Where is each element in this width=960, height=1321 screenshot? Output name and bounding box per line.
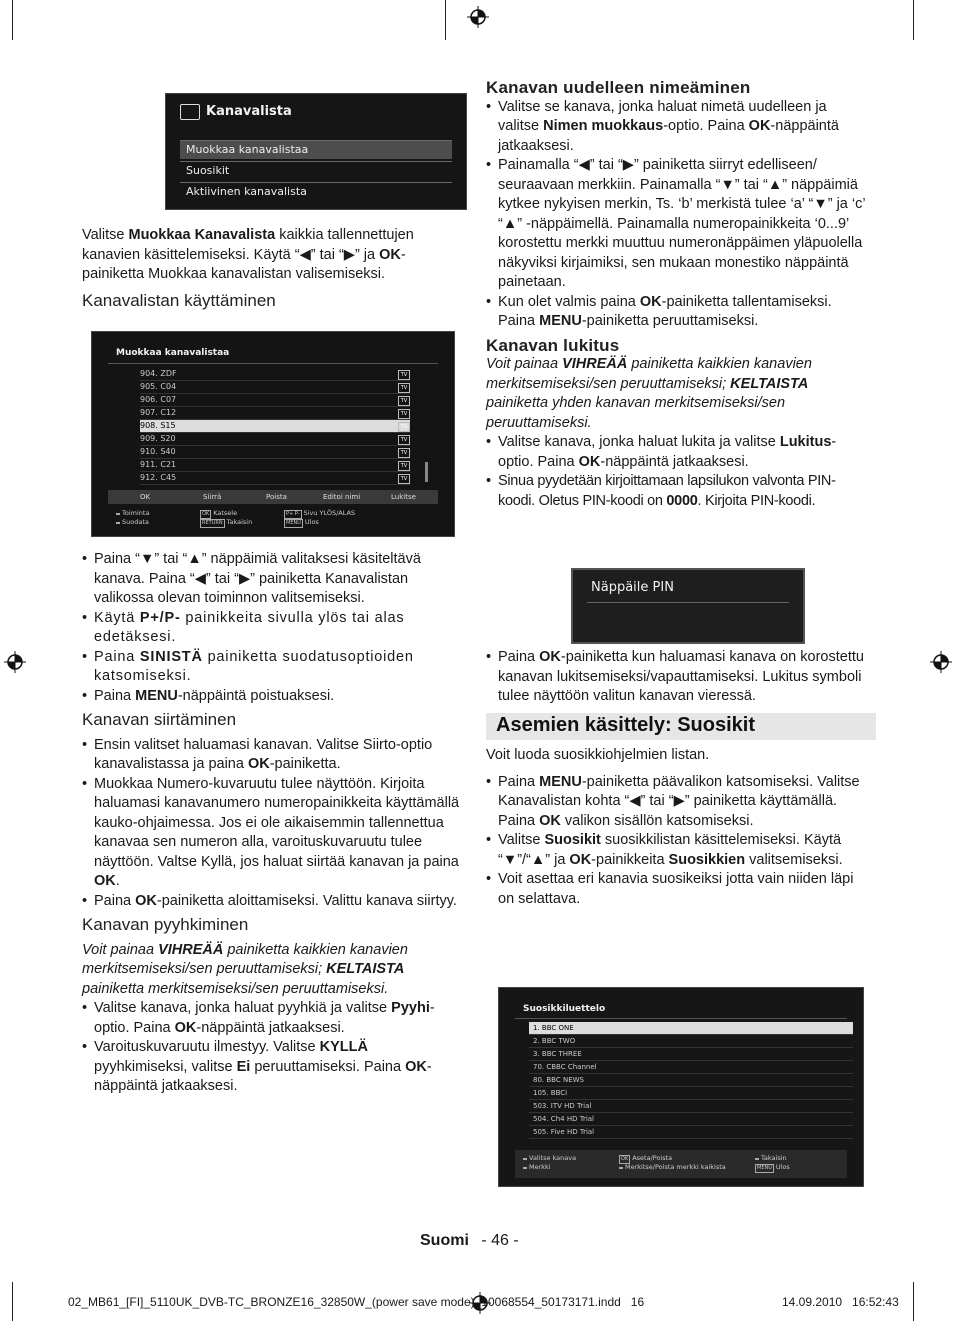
heading-channel-lock: Kanavan lukitus	[486, 335, 620, 355]
bullet-delete-select: • Valitse kanava, jonka haluat pyyhkiä ja valitse Pyyhi-optio. Paina OK-näppäintä jatkaaksesi.	[82, 999, 464, 1038]
crop-mark-bottom-right	[913, 1282, 914, 1321]
bullet-rename-keys: • Painamalla “◀” tai “▶” painiketta siirryt edelliseen/ seuraavaan merkkiin. Painamalla “▼” tai “▲” näppäimiä kytkee nykyisen merkin, Ts. ‘b’ merkistä tulee ‘a’ “▼” ja ‘c’ “▲” -näppäimellä. Painamalla numeropainikkeita ‘0...9’ korostettu merkki muuttuu numeronäppäimen yläpuolella näkyviksi kirjaimiksi, sen mukaan monestiko näppäintä painetaan.	[486, 156, 868, 293]
tv-badge: TV	[398, 370, 410, 380]
screen-divider	[108, 363, 438, 364]
tv-badge: TV	[398, 396, 410, 406]
footer-file-name: 02_MB61_[FI]_5110UK_DVB-TC_BRONZE16_32850W_(power save mode)_10068554_50173171.indd 16	[68, 1295, 645, 1309]
bullet-menu-exit: • Paina MENU-näppäintä poistuaksesi.	[82, 687, 464, 707]
bullet-fav-select: • Valitse Suosikit suosikkilistan käsittelemiseksi. Käytä “▼”/“▲” ja OK-painikkeita Suosikkien valitsemiseksi.	[486, 831, 868, 870]
action-tabs	[108, 490, 438, 504]
pin-title-underline	[587, 602, 789, 603]
channel-row: 912. C45	[140, 472, 410, 485]
page-number: - 46 -	[481, 1232, 519, 1249]
tv-badge: TV	[398, 422, 410, 432]
heading-using-channel-list: Kanavalistan käyttäminen	[82, 290, 276, 310]
bullet-move-select: • Ensin valitset haluamasi kanavan. Valitse Siirto-optio kanavalistassa ja paina OK-painiketta.	[82, 736, 464, 775]
favourite-row: 70. CBBC Channel	[529, 1061, 853, 1074]
crop-mark-top-middle	[445, 0, 446, 40]
screen-title: Suosikkiluettelo	[523, 1004, 606, 1014]
tab-move: Siirrä	[203, 493, 222, 501]
heading-favourites: Asemien käsittely: Suosikit	[496, 713, 755, 736]
favourite-row: 105. BBCi	[529, 1087, 853, 1100]
screen-title: Muokkaa kanavalistaa	[116, 348, 230, 358]
screen-divider	[515, 1018, 847, 1019]
intro-paragraph: Valitse Muokkaa Kanavalista kaikkia tallennettujen kanavien käsittelemiseksi. Käytä “◀” tai “▶” ja OK-painiketta Muokkaa kanavalistan valisemiseksi.	[82, 227, 414, 282]
favourite-row: 504. Ch4 HD Trial	[529, 1113, 853, 1126]
crop-mark-top-right	[913, 0, 914, 40]
channel-row: 906. C07	[140, 394, 410, 407]
favourites-intro: Voit luoda suosikkiohjelmien listan.	[486, 747, 710, 763]
bullet-lock-confirm: • Paina OK-painiketta kun haluamasi kanava on korostettu kanavan lukitsemiseksi/vapauttamiseksi. Lukitus symboli tulee näyttöön valitun kanavan vieressä.	[486, 648, 868, 707]
bullet-rename-save: • Kun olet valmis paina OK-painiketta tallentamiseksi. Paina MENU-painiketta peruuttamiseksi.	[486, 293, 868, 332]
legend-filter: Suodata	[116, 518, 149, 527]
registration-mark-icon	[930, 651, 952, 673]
channel-row: 910. S40	[140, 446, 410, 459]
tv-badge: TV	[398, 409, 410, 419]
bullet-rename-select: • Valitse se kanava, jonka haluat nimetä uudelleen ja valitse Nimen muokkaus-optio. Paina OK-näppäintä jatkaaksesi.	[486, 98, 868, 157]
tab-delete: Poista	[266, 493, 287, 501]
legend-page: P+ P- Sivu YLÖS/ALAS	[286, 509, 356, 517]
lock-intro: Voit painaa VIHREÄÄ painiketta kaikkien kanavien merkitsemiseksi/sen peruuttamiseksi; KELTAISTA painiketta yhden kanavan merkitsemiseksi/sen peruuttamiseksi.	[486, 356, 812, 431]
registration-mark-icon	[4, 651, 26, 673]
bullet-lock-pin: • Sinua pyydetään kirjoittamaan lapsilukon valvonta PIN-koodi. Oletus PIN-koodi on 0000. Kirjoita PIN-koodi.	[486, 472, 868, 511]
favourite-row: 503. ITV HD Trial	[529, 1100, 853, 1113]
tv-badge: TV	[398, 474, 410, 484]
bullet-select-channel: • Paina “▼” tai “▲” näppäimiä valitaksesi käsiteltävä kanava. Paina “◀” tai “▶” painiketta Kanavalistan valikossa olevan toiminnon valitsemiseksi.	[82, 550, 464, 609]
tab-ok: OK	[140, 493, 151, 501]
heading-delete-channel: Kanavan pyyhkiminen	[82, 915, 249, 934]
bullet-fav-menu: • Paina MENU-painiketta päävalikon katsomiseksi. Valitse Kanavalistan kohta “◀” tai “▶” painiketta käyttämällä. Paina OK valikon sisällön katsomiseksi.	[486, 773, 868, 832]
channel-row: 909. S20	[140, 433, 410, 446]
favourite-row: 505. Five HD Trial	[529, 1126, 853, 1139]
heading-rename-channel: Kanavan uudelleen nimeäminen	[486, 78, 751, 97]
tv-badge: TV	[398, 435, 410, 445]
legend-exit: MENU Ulos	[757, 1163, 790, 1171]
bullet-page-keys: • Käytä P+/P- painikkeita sivulla ylös tai alas edetäksesi.	[82, 609, 464, 648]
bullet-blue-filter: • Paina SINISTÄ painiketta suodatusoptioiden katsomiseksi.	[82, 648, 464, 687]
heading-move-channel: Kanavan siirtäminen	[82, 710, 237, 729]
favourites-list-screenshot	[498, 987, 864, 1187]
registration-mark-icon	[467, 6, 489, 28]
crop-mark-left	[12, 0, 13, 40]
left-column-body	[82, 550, 464, 1097]
right-column-top	[486, 78, 868, 511]
legend-action: Toiminta	[116, 509, 149, 518]
tab-edit-name: Editoi nimi	[323, 493, 361, 501]
legend-back: Takaisin	[755, 1154, 787, 1163]
channel-row: 911. C21	[140, 459, 410, 472]
bullet-fav-set: • Voit asettaa eri kanavia suosikeiksi jotta vain niiden läpi on selattava.	[486, 870, 868, 909]
tv-badge: TV	[398, 448, 410, 458]
channel-row: 904. ZDF	[140, 368, 410, 381]
crop-mark-bottom-left	[12, 1282, 13, 1321]
footer-timestamp: 14.09.2010 16:52:43	[782, 1295, 899, 1309]
right-arrow-icon: ▶	[343, 246, 355, 263]
delete-intro: Voit painaa VIHREÄÄ painiketta kaikkien kanavien merkitsemiseksi/sen peruuttamiseksi; KELTAISTA painiketta merkitsemiseksi/sen peruuttamiseksi.	[82, 941, 408, 997]
left-arrow-icon: ◀	[299, 246, 311, 263]
bullet-move-number: • Muokkaa Numero-kuvaruutu tulee näyttöön. Kirjoita haluamasi kanavanumero numeropainikkeita käyttämällä kauko-ohjaimessa. Jos ei ole aikaisemmin tallennettua kanavaa sen numeron alla, varoituskuvaruutu tulee näyttöön. Valtse Kyllä, jos haluat siirtää kanavan ja paina OK.	[82, 775, 464, 892]
legend-select-channel: Valitse kanava	[523, 1154, 576, 1163]
legend-back: RETURN Takaisin	[202, 518, 253, 526]
favourite-row: 2. BBC TWO	[529, 1035, 853, 1048]
menu-item-edit-channel-list: Muokkaa kanavalistaa	[180, 140, 452, 159]
legend-mark-all: Merkitse/Poista merkki kaikista	[619, 1163, 726, 1172]
page-footer	[420, 1232, 519, 1250]
channel-list-menu-screenshot	[165, 93, 467, 210]
edit-channel-list-screenshot	[91, 331, 455, 537]
footer-language: Suomi	[420, 1232, 469, 1249]
legend-mark: Merkki	[523, 1163, 551, 1172]
favourite-row: 3. BBC THREE	[529, 1048, 853, 1061]
channel-row: 907. C12	[140, 407, 410, 420]
screen-title: Kanavalista	[206, 104, 292, 119]
scrollbar	[425, 462, 428, 482]
enter-pin-screenshot	[571, 568, 805, 644]
bullet-lock-select: • Valitse kanava, jonka haluat lukita ja valitse Lukitus-optio. Paina OK-näppäintä jatkaaksesi.	[486, 433, 868, 472]
channel-row: 905. C04	[140, 381, 410, 394]
bullet-delete-confirm: • Varoituskuvaruutu ilmestyy. Valitse KYLLÄ pyyhkimiseksi, valitse Ei peruuttamiseksi. Paina OK-näppäintä jatkaaksesi.	[82, 1038, 464, 1097]
bullet-move-start: • Paina OK-painiketta aloittamiseksi. Valittu kanava siirtyy.	[82, 892, 464, 912]
pin-title: Näppäile PIN	[591, 580, 674, 595]
menu-item-active-channel-list: Aktiivinen kanavalista	[180, 182, 452, 201]
legend-watch: OK Katsele	[202, 509, 238, 517]
heading-favourites-bar	[486, 713, 876, 741]
channel-row: 908. S15	[140, 420, 410, 433]
menu-item-favourites: Suosikit	[180, 161, 452, 180]
legend-set-remove: OK Aseta/Poista	[621, 1154, 673, 1162]
right-column-bottom	[486, 648, 868, 909]
left-column-intro	[82, 226, 464, 310]
favourite-row: 1. BBC ONE	[529, 1022, 853, 1035]
tv-badge: TV	[398, 461, 410, 471]
legend-exit: MENU Ulos	[286, 518, 319, 526]
favourite-row: 80. BBC NEWS	[529, 1074, 853, 1087]
tv-icon	[180, 104, 200, 120]
tab-lock: Lukitse	[391, 493, 416, 501]
tv-badge: TV	[398, 383, 410, 393]
